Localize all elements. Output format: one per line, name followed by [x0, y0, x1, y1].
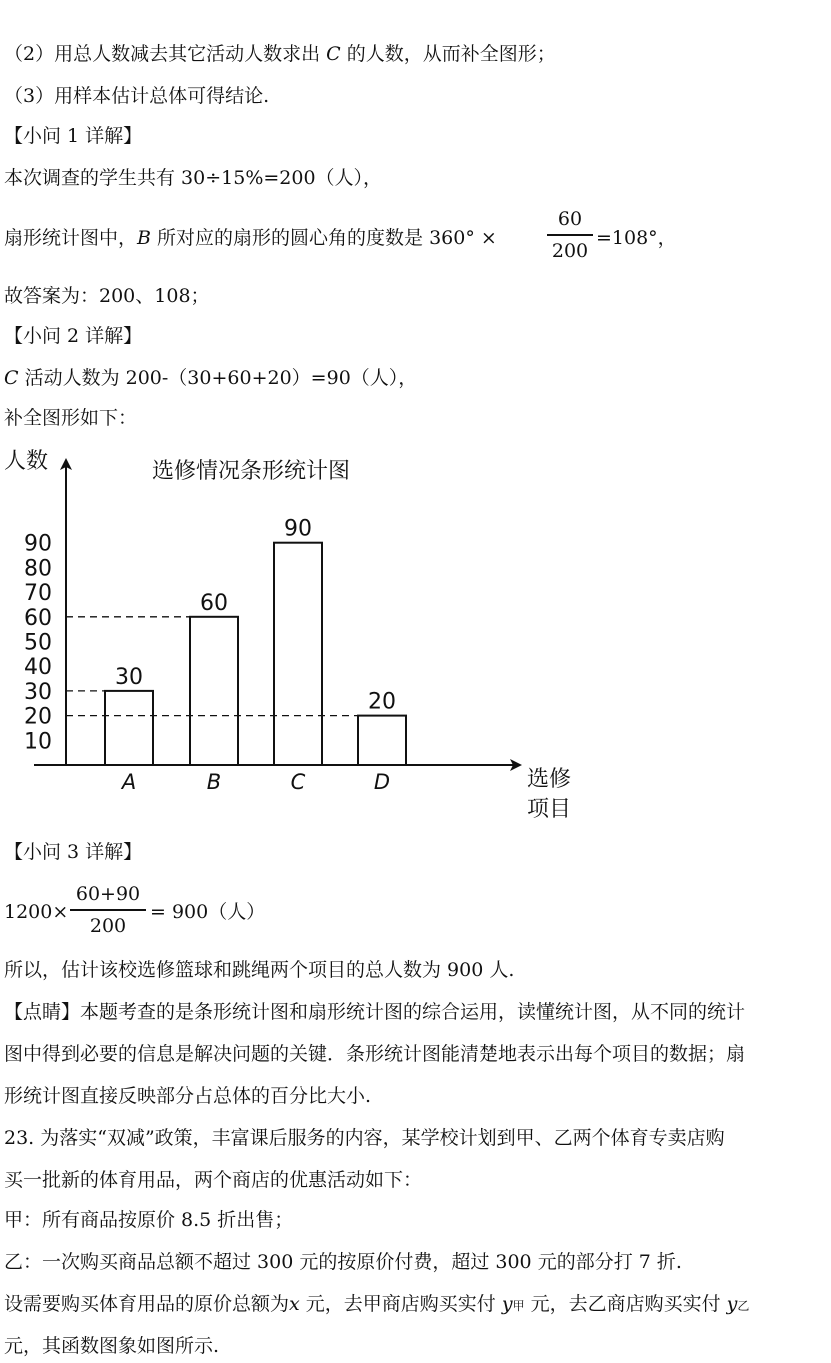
text-line-4-result: =108°， [596, 227, 677, 249]
bar-D [358, 716, 406, 765]
text-line-4: 扇形统计图中，B 所对应的扇形的圆心角的度数是 360° × [4, 227, 497, 249]
y-tick-label: 40 [24, 655, 52, 681]
text-line-13: 23. 为落实“双减”政策，丰富课后服务的内容，某学校计划到甲、乙两个体育专卖店购 [4, 1127, 725, 1149]
y-tick-label: 90 [24, 531, 52, 557]
y-tick-label: 20 [24, 704, 52, 730]
chart-x-label-line1: 选修 [527, 767, 572, 792]
y-tick-label: 50 [24, 630, 52, 656]
section-heading-2: 【小问 2 详解】 [4, 325, 143, 347]
text-line-12: 形统计图直接反映部分占总体的百分比大小. [4, 1085, 372, 1107]
dashed-reference-lines [66, 617, 358, 716]
fraction-angle [547, 207, 593, 263]
text-line-7: 补全图形如下： [4, 407, 138, 429]
x-category-labels [120, 770, 390, 794]
category-label: A [121, 770, 137, 794]
category-label: B [206, 770, 222, 794]
text-line-14: 买一批新的体育用品，两个商店的优惠活动如下： [4, 1169, 423, 1191]
y-tick-labels [24, 532, 52, 755]
y-tick-label: 80 [24, 556, 52, 582]
formula-line: 1200× [4, 901, 69, 923]
fraction-denominator: 200 [89, 914, 127, 937]
bar-value-label: 90 [284, 516, 312, 542]
fraction-numerator: 60 [557, 208, 583, 230]
text-line-6: C 活动人数为 200-（30+60+20）=90（人）， [4, 367, 418, 389]
section-heading-3: 【小问 3 详解】 [4, 841, 143, 863]
y-tick-label: 70 [24, 581, 52, 607]
y-tick-label: 30 [24, 679, 52, 705]
chart-title: 选修情况条形统计图 [152, 459, 351, 484]
y-tick-label: 10 [24, 729, 52, 755]
category-label: D [373, 770, 391, 794]
y-tick-label: 60 [24, 605, 52, 631]
text-line-10: 【点睛】本题考查的是条形统计图和扇形统计图的综合运用，读懂统计图，从不同的统计 [4, 1001, 746, 1023]
bar-value-label: 30 [115, 664, 143, 690]
text-line-5: 故答案为：200、108； [4, 285, 210, 307]
category-label: C [290, 770, 306, 794]
fraction-numerator: 60+90 [75, 883, 141, 905]
bar-value-label: 60 [200, 590, 228, 616]
text-line-9: 所以，估计该校选修篮球和跳绳两个项目的总人数为 900 人. [4, 959, 515, 981]
section-heading-1: 【小问 1 详解】 [4, 125, 143, 147]
text-line-17: 设需要购买体育用品的原价总额为x 元，去甲商店购买实付 y甲 元，去乙商店购买实付 y乙 [4, 1293, 750, 1315]
text-line-2: （3）用样本估计总体可得结论. [4, 85, 270, 107]
chart-y-label: 人数 [4, 449, 49, 474]
bar-chart [0, 440, 600, 840]
text-line-18: 元，其函数图象如图所示. [4, 1335, 220, 1357]
text-line-1: （2）用总人数减去其它活动人数求出 C 的人数，从而补全图形； [4, 43, 556, 65]
fraction-bar [70, 909, 146, 911]
chart-x-label-line2: 项目 [527, 797, 572, 822]
bar-A [105, 691, 153, 765]
formula-result: = 900（人） [150, 901, 266, 923]
text-line-3: 本次调查的学生共有 30÷15%=200（人）， [4, 167, 383, 189]
bar-C [274, 543, 322, 765]
text-line-16: 乙：一次购买商品总额不超过 300 元的按原价付费，超过 300 元的部分打 7 折. [4, 1251, 682, 1273]
fraction-denominator: 200 [551, 239, 589, 262]
fraction-estimate [70, 882, 146, 938]
fraction-bar [547, 234, 593, 236]
bar-value-label: 20 [368, 689, 396, 715]
bars [105, 517, 406, 765]
bar-B [190, 617, 238, 765]
text-line-15: 甲：所有商品按原价 8.5 折出售； [4, 1209, 294, 1231]
text-line-11: 图中得到必要的信息是解决问题的关键．条形统计图能清楚地表示出每个项目的数据；扇 [4, 1043, 746, 1065]
